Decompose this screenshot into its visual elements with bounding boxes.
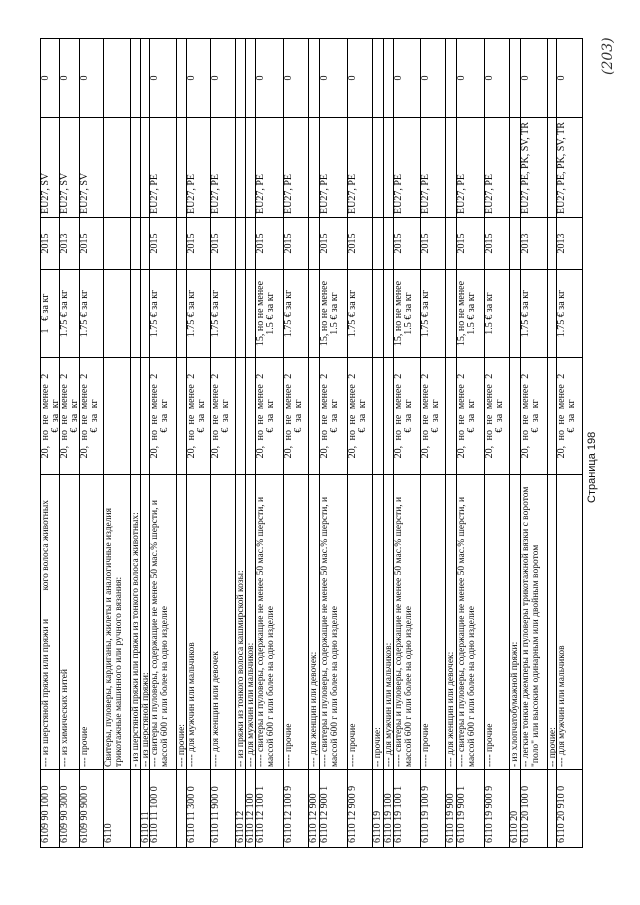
description-cell: --- для мужчин или мальчиков xyxy=(557,474,582,769)
rate-alt-cell xyxy=(384,269,393,357)
table-row xyxy=(421,39,446,847)
value-cell: 0 xyxy=(210,75,221,81)
value-cell: 0 xyxy=(149,75,160,81)
countries-cell xyxy=(236,117,245,217)
value-cell: 0 xyxy=(255,75,266,81)
page-number: Страница 198 xyxy=(586,431,598,503)
description-cell: ---- свитеры и пуловеры, содержащие не менее 50 мас.% шерсти, и массой 600 г или более на одно изделие xyxy=(320,474,347,769)
year-cell xyxy=(309,217,319,269)
value-cell xyxy=(510,39,520,117)
rate-cell xyxy=(104,357,130,474)
rate-alt-cell: 15, но не менее 1.5 € за кг xyxy=(320,269,347,357)
countries-cell: EU27, PE xyxy=(421,117,445,217)
rate-alt-cell: 1.75 € за кг xyxy=(521,269,547,357)
countries-cell xyxy=(177,117,186,217)
year-cell: 2013 xyxy=(60,217,79,269)
description-cell: Свитеры, пуловеры, кардиганы, жилеты и аналогичные изделия трикотажные машинного или ручного вязания: xyxy=(104,474,130,769)
year-cell: 2015 xyxy=(80,217,103,269)
table-row xyxy=(41,39,60,847)
year-cell: 2015 xyxy=(187,217,210,269)
year-cell: 2015 xyxy=(394,217,420,269)
value-cell xyxy=(446,39,456,117)
description-cell: -- из шерстяной пряжи: xyxy=(141,474,149,769)
value-cell: 0 xyxy=(40,75,51,81)
rate-cell: 20, но не менее 2 € за кг xyxy=(557,357,582,474)
description-cell: -- прочие: xyxy=(548,474,556,769)
table-row xyxy=(211,39,236,847)
rate-cell xyxy=(131,357,140,474)
code-cell: 6110 20 100 0 xyxy=(521,769,547,847)
table-row xyxy=(521,39,548,847)
rate-alt-cell: 15, но не менее 1.5 € за кг xyxy=(256,269,283,357)
value-cell: 0 xyxy=(283,75,294,81)
countries-cell: EU27, PE xyxy=(256,117,283,217)
countries-cell: EU27, PE xyxy=(187,117,210,217)
year-cell xyxy=(236,217,245,269)
rate-cell xyxy=(373,357,383,474)
countries-cell: EU27, PE xyxy=(485,117,509,217)
table-row xyxy=(284,39,309,847)
countries-cell: EU27, SV xyxy=(60,117,79,217)
code-cell: 6110 20 xyxy=(510,769,520,847)
table-row xyxy=(457,39,485,847)
rate-cell xyxy=(141,357,149,474)
year-cell: 2015 xyxy=(41,217,59,269)
countries-cell xyxy=(309,117,319,217)
value-cell: 0 xyxy=(520,75,531,81)
rate-alt-cell xyxy=(177,269,186,357)
description-cell: ---- для мужчин или мальчиков xyxy=(187,474,210,769)
countries-cell: EU27, PE xyxy=(150,117,176,217)
code-cell: 6110 12 900 1 xyxy=(320,769,347,847)
value-cell: 0 xyxy=(393,75,404,81)
rate-cell xyxy=(446,357,456,474)
year-cell: 2015 xyxy=(348,217,372,269)
countries-cell: EU27, PE xyxy=(284,117,308,217)
rate-cell: 20, но не менее 2 € за кг xyxy=(80,357,103,474)
code-cell: 6110 11 900 0 xyxy=(211,769,235,847)
countries-cell: EU27, SV xyxy=(80,117,103,217)
rate-cell: 20, но не менее 2 € за кг xyxy=(421,357,445,474)
rate-cell: 20, но не менее 2 € за кг xyxy=(348,357,372,474)
countries-cell: EU27, SV xyxy=(41,117,59,217)
value-cell: 0 xyxy=(456,75,467,81)
rate-alt-cell xyxy=(373,269,383,357)
description-cell: - из хлопчатобумажной пряжи: xyxy=(510,474,520,769)
rate-alt-cell xyxy=(246,269,255,357)
rate-cell: 20, но не менее 2 € за кг xyxy=(211,357,235,474)
table-row xyxy=(348,39,373,847)
year-cell: 2015 xyxy=(150,217,176,269)
description-cell: --- из химических нитей xyxy=(60,474,79,769)
code-cell: 6110 12 100 1 xyxy=(256,769,283,847)
code-cell: 6110 19 900 1 xyxy=(457,769,484,847)
code-cell: 6110 19 xyxy=(373,769,383,847)
countries-cell: EU27, PE, PK, SV, TR xyxy=(557,117,582,217)
rate-cell: 20, но не менее 2 € за кг xyxy=(485,357,509,474)
description-cell: --- прочие: xyxy=(177,474,186,769)
rate-alt-cell: 1.75 € за кг xyxy=(150,269,176,357)
countries-cell: EU27, PE xyxy=(320,117,347,217)
countries-cell xyxy=(104,117,130,217)
description-cell: --- для женщин или девочек: xyxy=(446,474,456,769)
year-cell: 2015 xyxy=(256,217,283,269)
year-cell xyxy=(177,217,186,269)
description-cell: --- для мужчин или мальчиков: xyxy=(384,474,393,769)
year-cell: 2015 xyxy=(284,217,308,269)
countries-cell: EU27, PE xyxy=(211,117,235,217)
year-cell: 2015 xyxy=(421,217,445,269)
table-row xyxy=(256,39,284,847)
year-cell: 2015 xyxy=(320,217,347,269)
countries-cell xyxy=(548,117,556,217)
code-cell xyxy=(548,769,556,847)
rate-cell: 20, но не менее 2 € за кг xyxy=(320,357,347,474)
year-cell: 2015 xyxy=(457,217,484,269)
code-cell xyxy=(177,769,186,847)
value-cell xyxy=(246,39,255,117)
description-cell: ---- прочие xyxy=(485,474,509,769)
code-cell: 6110 11 300 0 xyxy=(187,769,210,847)
code-cell: 6110 19 100 1 xyxy=(394,769,420,847)
description-cell: --- свитеры и пуловеры, содержащие не менее 50 мас.% шерсти, и массой 600 г или более на одно изделие xyxy=(150,474,176,769)
rate-alt-cell xyxy=(309,269,319,357)
table-row xyxy=(150,39,177,847)
rate-cell xyxy=(236,357,245,474)
description-cell: ---- для женщин или девочек xyxy=(211,474,235,769)
code-cell: 6110 19 900 xyxy=(446,769,456,847)
description-cell: --- прочие xyxy=(80,474,103,769)
value-cell: 0 xyxy=(59,75,70,81)
table-row xyxy=(485,39,510,847)
rate-cell: 20, но не менее 2 € за кг xyxy=(394,357,420,474)
table-row xyxy=(187,39,211,847)
value-cell: 0 xyxy=(79,75,90,81)
code-cell: 6109 90 100 0 xyxy=(41,769,59,847)
year-cell: 2015 xyxy=(485,217,509,269)
year-cell: 2013 xyxy=(521,217,547,269)
value-cell: 0 xyxy=(319,75,330,81)
year-cell xyxy=(384,217,393,269)
rate-alt-cell: 1.75 € за кг xyxy=(187,269,210,357)
tariff-table xyxy=(40,38,583,848)
rate-alt-cell xyxy=(141,269,149,357)
rate-cell xyxy=(177,357,186,474)
description-cell: ---- свитеры и пуловеры, содержащие не менее 50 мас.% шерсти, и массой 600 г или более на одно изделие xyxy=(394,474,420,769)
code-cell: 6109 90 300 0 xyxy=(60,769,79,847)
rate-alt-cell xyxy=(131,269,140,357)
countries-cell xyxy=(246,117,255,217)
countries-cell xyxy=(141,117,149,217)
value-cell xyxy=(373,39,383,117)
year-cell xyxy=(246,217,255,269)
countries-cell: EU27, PE, PK, SV, TR xyxy=(521,117,547,217)
year-cell: 2013 xyxy=(557,217,582,269)
value-cell xyxy=(384,39,393,117)
value-cell: 0 xyxy=(186,75,197,81)
description-cell: -- прочие: xyxy=(373,474,383,769)
description-cell: --- для женщин или девочек: xyxy=(309,474,319,769)
rate-cell xyxy=(510,357,520,474)
description-cell: -- легкие тонкие джемперы и пуловеры трикотажной вязки с воротом "поло" или высоким одинарным или двойным воротом xyxy=(521,474,547,769)
rate-alt-cell: 1.75 € за кг xyxy=(211,269,235,357)
table-row xyxy=(104,39,131,847)
rate-cell: 20, но не менее 2 € за кг xyxy=(256,357,283,474)
code-cell: 6110 12 100 9 xyxy=(284,769,308,847)
description-cell: -- из пряжи из тонкого волоса кашмирской козы: xyxy=(236,474,245,769)
countries-cell: EU27, PE xyxy=(348,117,372,217)
description-cell: --- для мужчин или мальчиков: xyxy=(246,474,255,769)
rate-alt-cell: 1.5 € за кг xyxy=(485,269,509,357)
table-row xyxy=(60,39,80,847)
countries-cell: EU27, PE xyxy=(457,117,484,217)
table-row xyxy=(394,39,421,847)
table-row xyxy=(557,39,582,847)
countries-cell xyxy=(384,117,393,217)
value-cell xyxy=(104,39,130,117)
year-cell: 2015 xyxy=(211,217,235,269)
value-cell: 0 xyxy=(484,75,495,81)
countries-cell: EU27, PE xyxy=(394,117,420,217)
rate-cell: 20, но не менее 2 € за кг xyxy=(457,357,484,474)
value-cell: 0 xyxy=(347,75,358,81)
code-cell: 6109 90 900 0 xyxy=(80,769,103,847)
year-cell xyxy=(104,217,130,269)
rate-cell xyxy=(548,357,556,474)
description-cell: ---- прочие xyxy=(348,474,372,769)
rate-cell xyxy=(246,357,255,474)
year-cell xyxy=(510,217,520,269)
year-cell xyxy=(446,217,456,269)
code-cell: 6110 11 100 0 xyxy=(150,769,176,847)
rate-alt-cell xyxy=(548,269,556,357)
code-cell: 6110 19 100 9 xyxy=(421,769,445,847)
code-cell: 6110 19 900 9 xyxy=(485,769,509,847)
year-cell xyxy=(141,217,149,269)
rate-alt-cell: 15, но не менее 1.5 € за кг xyxy=(457,269,484,357)
countries-cell xyxy=(446,117,456,217)
description-cell: ---- прочие xyxy=(421,474,445,769)
year-cell xyxy=(548,217,556,269)
countries-cell xyxy=(373,117,383,217)
code-cell: 6110 11 xyxy=(141,769,149,847)
code-cell xyxy=(131,769,140,847)
description-cell: - из шерстяной пряжи или пряжи из тонкого волоса животных: xyxy=(131,474,140,769)
rate-cell: 20, но не менее 2 € за кг xyxy=(150,357,176,474)
rate-cell: 20, но не менее 2 € за кг xyxy=(284,357,308,474)
rate-alt-cell: 15, но не менее 1.5 € за кг xyxy=(394,269,420,357)
rate-alt-cell xyxy=(236,269,245,357)
table-row xyxy=(80,39,104,847)
value-cell xyxy=(177,39,186,117)
code-cell: 6110 19 100 xyxy=(384,769,393,847)
rate-cell xyxy=(384,357,393,474)
table-row xyxy=(236,39,246,847)
value-cell xyxy=(548,39,556,117)
year-cell xyxy=(131,217,140,269)
code-cell: 6110 12 100 xyxy=(246,769,255,847)
code-cell: 6110 12 900 xyxy=(309,769,319,847)
code-cell: 6110 12 xyxy=(236,769,245,847)
rate-alt-cell: 1 € за кг xyxy=(41,269,59,357)
value-cell xyxy=(236,39,245,117)
value-cell xyxy=(141,39,149,117)
code-cell: 6110 20 910 0 xyxy=(557,769,582,847)
rate-alt-cell: 1.75 € за кг xyxy=(284,269,308,357)
rate-alt-cell xyxy=(104,269,130,357)
rate-cell: 20, но не менее 2 € за кг xyxy=(41,357,59,474)
rate-alt-cell xyxy=(510,269,520,357)
rate-alt-cell: 1.75 € за кг xyxy=(348,269,372,357)
countries-cell xyxy=(131,117,140,217)
table-row xyxy=(320,39,348,847)
description-cell: ---- прочие xyxy=(284,474,308,769)
rate-cell: 20, но не менее 2 € за кг xyxy=(521,357,547,474)
year-cell xyxy=(373,217,383,269)
code-cell: 6110 12 900 9 xyxy=(348,769,372,847)
handwritten-page-mark: (203) xyxy=(600,37,616,75)
rate-cell xyxy=(309,357,319,474)
value-cell: 0 xyxy=(420,75,431,81)
code-cell: 6110 xyxy=(104,769,130,847)
rate-alt-cell: 1.75 € за кг xyxy=(80,269,103,357)
value-cell: 0 xyxy=(556,75,567,81)
value-cell xyxy=(309,39,319,117)
countries-cell xyxy=(510,117,520,217)
rate-alt-cell: 1.75 € за кг xyxy=(421,269,445,357)
description-cell: ---- свитеры и пуловеры, содержащие не менее 50 мас.% шерсти, и массой 600 г или более на одно изделие xyxy=(256,474,283,769)
rate-alt-cell: 1.75 € за кг xyxy=(557,269,582,357)
table-row xyxy=(131,39,141,847)
value-cell xyxy=(131,39,140,117)
description-cell: --- из шерстяной пряжи или пряжи и кого волоса животных xyxy=(41,474,59,769)
rate-alt-cell xyxy=(446,269,456,357)
rate-cell: 20, но не менее 2 € за кг xyxy=(187,357,210,474)
rate-alt-cell: 1.75 € за кг xyxy=(60,269,79,357)
description-cell: ---- свитеры и пуловеры, содержащие не менее 50 мас.% шерсти, и массой 600 г или более на одно изделие xyxy=(457,474,484,769)
rate-cell: 20, но не менее 2 € за кг xyxy=(60,357,79,474)
table-row xyxy=(373,39,384,847)
